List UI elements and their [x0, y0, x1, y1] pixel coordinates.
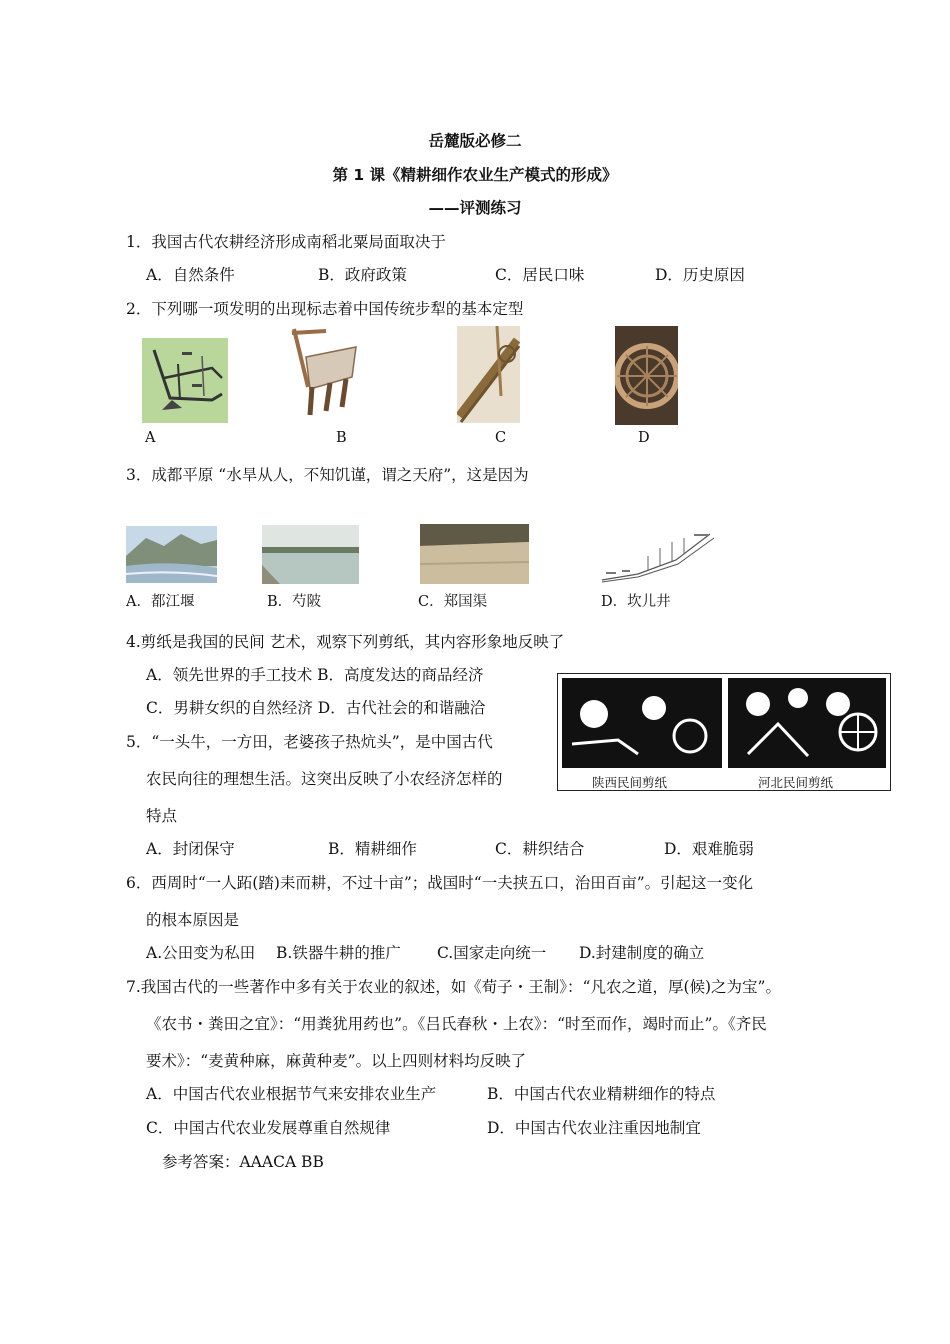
q4-caption-right: 河北民间剪纸	[758, 775, 834, 790]
q2-label-c: C	[495, 430, 507, 446]
q1-option-b: B．政府政策	[318, 266, 407, 284]
q2-image-a-plough-diagram	[142, 338, 228, 423]
q2-stem: 2．下列哪一项发明的出现标志着中国传统步犁的基本定型	[126, 300, 524, 318]
q2-image-c-chain-pump	[457, 326, 520, 423]
q5-option-a: A．封闭保守	[146, 840, 235, 858]
q7-option-d: D．中国古代农业注重因地制宜	[487, 1119, 701, 1137]
q5-option-d: D．艰难脆弱	[664, 840, 754, 858]
q5-line-1: 5．“一头牛，一方田，老婆孩子热炕头”，是中国古代	[126, 733, 493, 751]
q3-label-d: D．坎儿井	[601, 594, 671, 610]
q2-label-b: B	[336, 430, 347, 446]
q6-line-2: 的根本原因是	[146, 911, 240, 929]
q6-option-c: C.国家走向统一	[437, 944, 547, 962]
q4-options-cd: C．男耕女织的自然经济 D．古代社会的和谐融洽	[146, 699, 486, 717]
q3-label-c: C．郑国渠	[418, 594, 488, 610]
q5-line-2: 农民向往的理想生活。这突出反映了小农经济怎样的	[146, 770, 503, 788]
q3-image-d-karez-diagram	[598, 530, 718, 583]
q2-image-b-seed-drill	[286, 327, 366, 423]
q7-option-c: C．中国古代农业发展尊重自然规律	[146, 1119, 391, 1137]
q7-line-1: 7.我国古代的一些著作中多有关于农业的叙述，如《荀子・王制》：“凡农之道，厚(候)之为宝”。	[126, 978, 781, 996]
q3-image-a-dujiangyan	[126, 526, 217, 583]
q6-option-d: D.封建制度的确立	[579, 944, 705, 962]
q7-option-a: A．中国古代农业根据节气来安排农业生产	[146, 1085, 437, 1103]
q1-option-a: A．自然条件	[146, 266, 235, 284]
q3-stem: 3．成都平原 “水旱从人，不知饥谨，谓之天府”，这是因为	[126, 466, 529, 484]
q6-option-a: A.公田变为私田	[146, 944, 256, 962]
q7-option-b: B．中国古代农业精耕细作的特点	[487, 1085, 716, 1103]
q1-option-c: C．居民口味	[495, 266, 585, 284]
q6-line-1: 6．西周时“一人跖(踏)耒而耕，不过十亩”；战国时“一夫挟五口，治田百亩”。引起这一变化	[126, 874, 754, 892]
q5-option-c: C．耕织结合	[495, 840, 585, 858]
q7-line-2: 《农书・粪田之宜》：“用粪犹用药也”。《吕氏春秋・上农》：“时至而作，竭时而止”。《齐民	[146, 1015, 767, 1033]
q1-stem: 1．我国古代农耕经济形成南稻北粟局面取决于	[126, 233, 446, 251]
lesson-title: 第 1 课《精耕细作农业生产模式的形成》	[332, 166, 618, 184]
answer-key: 参考答案：AAACA BB	[162, 1153, 324, 1171]
doc-title: 岳麓版必修二	[428, 132, 522, 150]
q1-option-d: D．历史原因	[655, 266, 745, 284]
q2-label-a: A	[145, 430, 156, 446]
q7-line-3: 要术》：“麦黄种麻，麻黄种麦”。以上四则材料均反映了	[146, 1052, 527, 1070]
q2-label-d: D	[638, 430, 650, 446]
q4-caption-left: 陕西民间剪纸	[592, 775, 668, 790]
q3-image-c-zhengguoqu	[420, 524, 529, 584]
q3-label-b: B．芍陂	[267, 594, 322, 610]
section-title: ——评测练习	[428, 199, 522, 217]
q4-stem: 4.剪纸是我国的民间 艺术，观察下列剪纸，其内容形象地反映了	[126, 633, 565, 651]
q3-label-a: A．都江堰	[126, 594, 195, 610]
q6-option-b: B.铁器牛耕的推广	[276, 944, 401, 962]
q5-line-3: 特点	[146, 807, 178, 825]
q5-option-b: B．精耕细作	[328, 840, 417, 858]
q2-image-d-water-wheel	[615, 326, 678, 425]
q3-image-b-quebei	[262, 525, 359, 584]
q4-papercut-image	[557, 673, 891, 791]
q4-options-ab: A．领先世界的手工技术 B．高度发达的商品经济	[146, 666, 484, 684]
